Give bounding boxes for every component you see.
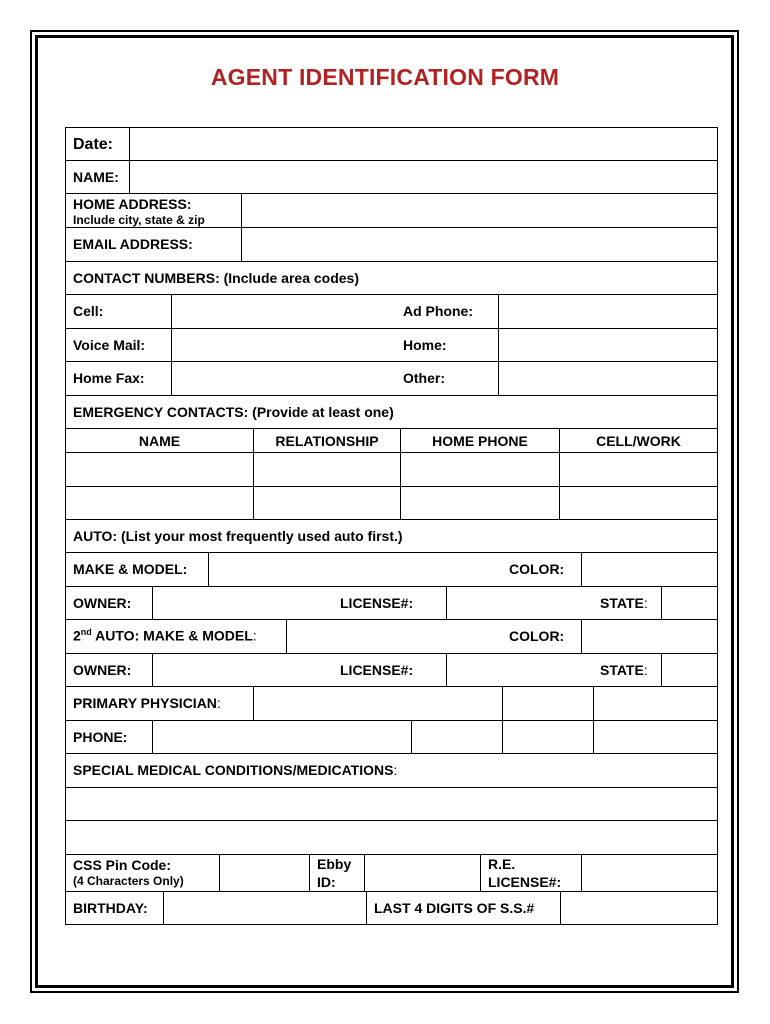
ssn-field[interactable] xyxy=(560,892,717,924)
home-address-field[interactable] xyxy=(241,194,717,227)
emergency-col-cell-work: CELL/WORK xyxy=(559,429,717,452)
emergency-relationship-field[interactable] xyxy=(253,453,400,486)
primary-physician-label: PRIMARY PHYSICIAN: xyxy=(73,695,221,711)
contact-numbers-row xyxy=(65,262,718,295)
second-auto-row xyxy=(65,620,718,654)
owner-row xyxy=(65,587,718,620)
emergency-cell-work-field[interactable] xyxy=(559,453,717,486)
re-license-label-cell xyxy=(480,855,581,891)
emergency-name-field[interactable] xyxy=(66,453,253,486)
re-license-field[interactable] xyxy=(581,855,717,891)
color-label: COLOR: xyxy=(509,561,565,577)
emergency-contacts-row xyxy=(65,396,718,429)
second-make-model-field[interactable] xyxy=(286,620,502,653)
ebby-id-field[interactable] xyxy=(364,855,480,891)
medical-field[interactable] xyxy=(65,788,718,821)
birthday-row xyxy=(65,892,718,925)
birthday-field[interactable] xyxy=(163,892,366,924)
state-field[interactable] xyxy=(661,587,717,619)
emergency-col-name: NAME xyxy=(138,433,181,449)
auto-row xyxy=(65,520,718,553)
ebby-id-label: ID: xyxy=(317,874,336,890)
voice-mail-label: Voice Mail: xyxy=(73,337,146,353)
ebby-label: Ebby xyxy=(317,856,352,872)
second-owner-label: OWNER: xyxy=(73,662,132,678)
physician-phone-row xyxy=(65,721,718,754)
ssn-label-cell xyxy=(366,892,560,924)
ssn-label: LAST 4 DIGITS OF S.S.# xyxy=(374,900,535,916)
other-label: Other: xyxy=(403,370,445,386)
second-state-field[interactable] xyxy=(661,654,717,686)
home-address-label: HOME ADDRESS: xyxy=(73,196,192,212)
home-fax-row xyxy=(65,362,718,396)
ad-phone-label: Ad Phone: xyxy=(403,303,473,319)
cell-field[interactable] xyxy=(171,295,396,328)
physician-extra-field[interactable] xyxy=(502,687,593,720)
date-field[interactable] xyxy=(129,128,717,160)
email-label: EMAIL ADDRESS: xyxy=(73,236,193,252)
license-label: LICENSE#: xyxy=(340,595,414,611)
primary-physician-row xyxy=(65,687,718,721)
other-field[interactable] xyxy=(498,362,717,395)
ebby-label-cell xyxy=(309,855,364,891)
home-address-row xyxy=(65,194,718,228)
physician-phone-field[interactable] xyxy=(152,721,411,753)
re-license-label: LICENSE#: xyxy=(488,874,562,890)
name-row xyxy=(65,161,718,194)
emergency-contacts-label: EMERGENCY CONTACTS: (Provide at least one) xyxy=(73,404,394,420)
owner-label: OWNER: xyxy=(73,595,132,611)
email-row xyxy=(65,228,718,262)
state-label: STATE: xyxy=(600,595,648,611)
medical-row xyxy=(65,754,718,788)
credentials-row xyxy=(65,855,718,892)
owner-field[interactable] xyxy=(152,587,333,619)
physician-phone-label: PHONE: xyxy=(73,729,128,745)
date-label: Date: xyxy=(73,136,114,153)
primary-physician-field[interactable] xyxy=(253,687,502,720)
emergency-cell-work-field[interactable] xyxy=(559,487,717,519)
second-owner-row xyxy=(65,654,718,687)
css-pin-field[interactable] xyxy=(219,855,309,891)
emergency-name-field[interactable] xyxy=(66,487,253,519)
medical-field[interactable] xyxy=(65,821,718,855)
emergency-columns-row xyxy=(65,429,718,453)
home-phone-field[interactable] xyxy=(498,329,717,361)
cell-label: Cell: xyxy=(73,303,104,319)
home-fax-field[interactable] xyxy=(171,362,396,395)
second-license-field[interactable] xyxy=(446,654,593,686)
emergency-home-phone-field[interactable] xyxy=(400,453,559,486)
re-label: R.E. xyxy=(488,856,516,872)
phone-extra-field[interactable] xyxy=(593,721,717,753)
voice-mail-field[interactable] xyxy=(171,329,396,361)
emergency-col-home-phone: HOME PHONE xyxy=(400,429,559,452)
ad-phone-field[interactable] xyxy=(498,295,717,328)
home-phone-label: Home: xyxy=(403,337,447,353)
emergency-entry-row xyxy=(65,453,718,487)
color-field[interactable] xyxy=(581,553,717,586)
second-license-label: LICENSE#: xyxy=(340,662,414,678)
make-model-field[interactable] xyxy=(208,553,502,586)
emergency-home-phone-field[interactable] xyxy=(400,487,559,519)
cell-row xyxy=(65,295,718,329)
auto-label: AUTO: (List your most frequently used auto first.) xyxy=(73,528,403,544)
phone-extra-field[interactable] xyxy=(411,721,502,753)
second-owner-field[interactable] xyxy=(152,654,333,686)
second-auto-label: 2nd AUTO: MAKE & MODEL: xyxy=(73,627,257,644)
name-field[interactable] xyxy=(129,161,717,193)
make-model-row xyxy=(65,553,718,587)
medical-label: SPECIAL MEDICAL CONDITIONS/MEDICATIONS: xyxy=(73,762,398,778)
email-field[interactable] xyxy=(241,228,717,261)
birthday-label: BIRTHDAY: xyxy=(73,900,148,916)
contact-numbers-label: CONTACT NUMBERS: (Include area codes) xyxy=(73,270,359,286)
second-color-label: COLOR: xyxy=(509,628,565,644)
emergency-relationship-field[interactable] xyxy=(253,487,400,519)
date-row xyxy=(65,127,718,161)
emergency-col-relationship: RELATIONSHIP xyxy=(253,429,400,452)
name-label: NAME: xyxy=(73,169,119,185)
phone-extra-field[interactable] xyxy=(502,721,593,753)
make-model-label: MAKE & MODEL: xyxy=(73,561,188,577)
second-state-label: STATE: xyxy=(600,662,648,678)
voice-mail-row xyxy=(65,329,718,362)
css-pin-label: CSS Pin Code: xyxy=(73,857,172,873)
css-pin-note: (4 Characters Only) xyxy=(73,874,184,888)
emergency-entry-row xyxy=(65,487,718,520)
second-color-field[interactable] xyxy=(581,620,717,653)
home-fax-label: Home Fax: xyxy=(73,370,145,386)
physician-extra-field[interactable] xyxy=(593,687,717,720)
agent-form xyxy=(65,127,718,925)
form-title: AGENT IDENTIFICATION FORM xyxy=(210,64,560,90)
home-address-note: Include city, state & zip xyxy=(73,213,205,227)
license-field[interactable] xyxy=(446,587,593,619)
